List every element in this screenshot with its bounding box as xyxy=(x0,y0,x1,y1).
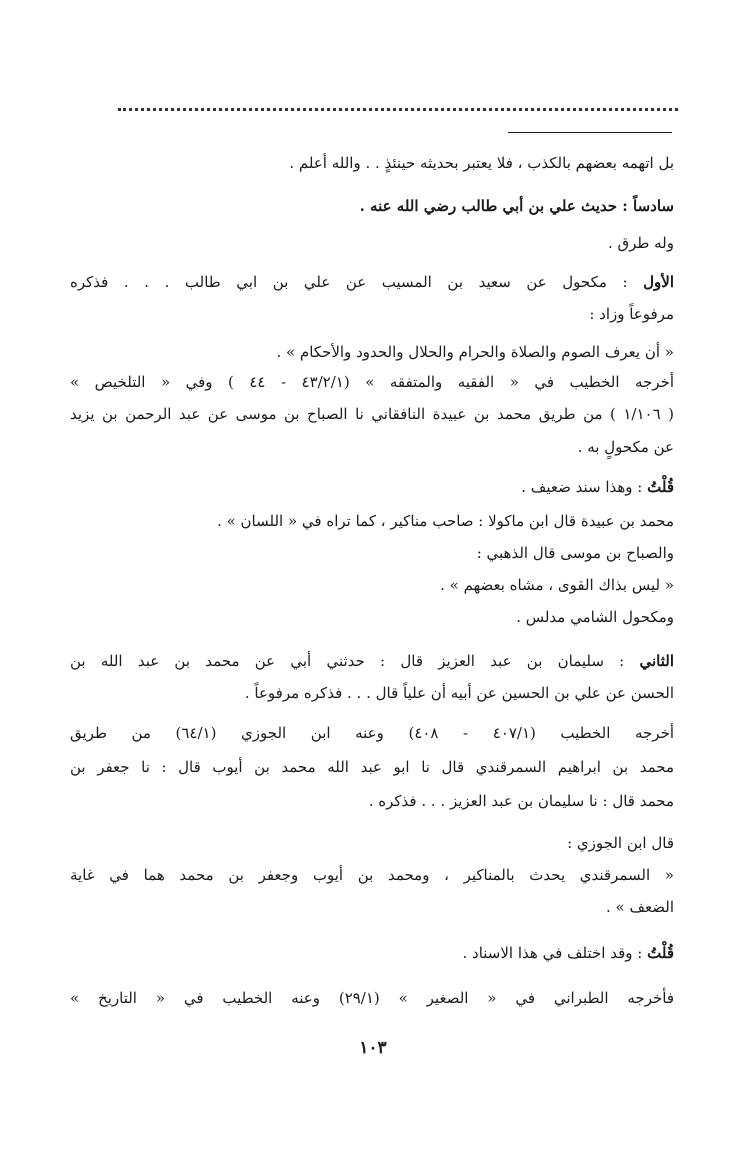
second-chain-line xyxy=(70,651,674,671)
qultu-label: قُلْتُ xyxy=(647,944,674,962)
quote-line: « ليس بذاك القوى ، مشاه بعضهم » . xyxy=(440,576,674,594)
text-line: فأخرجه الطبراني في « الصغير » (٢٩/١) وعنه الخطيب في « التاريخ » xyxy=(70,989,674,1007)
text-line: أخرجه الخطيب في « الفقيه والمتفقه » (٤٣/٢/١ - ٤٤ ) وفي « التلخيص » xyxy=(70,373,674,391)
first-chain-line xyxy=(70,272,674,292)
first-text: : مكحول عن سعيد بن المسيب عن علي بن ابي طالب . . . فذكره xyxy=(70,273,644,291)
first-label: الأول xyxy=(643,273,674,291)
text-line: محمد قال : نا سليمان بن عبد العزيز . . . فذكره . xyxy=(368,792,674,810)
text-line: الحسن عن علي بن الحسين عن أبيه أن علياً قال . . . فذكره مرفوعاً . xyxy=(244,684,674,702)
text-line: ومكحول الشامي مدلس . xyxy=(516,608,674,626)
qultu-label: قُلْتُ xyxy=(647,478,674,496)
quote-line: « أن يعرف الصوم والصلاة والحرام والحلال والحدود والأحكام » . xyxy=(276,343,674,361)
text-line: محمد بن ابراهيم السمرقندي قال نا ابو عبد الله محمد بن أيوب قال : نا جعفر بن xyxy=(70,758,674,776)
text-line: وله طرق . xyxy=(607,234,674,252)
qultu-text: : وهذا سند ضعيف . xyxy=(521,478,648,496)
text-line: بل اتهمه بعضهم بالكذب ، فلا يعتبر بحديثه حينئذٍ . . والله أعلم . xyxy=(289,154,674,172)
qultu-line xyxy=(521,477,674,497)
text-line: ( ١/١٠٦ ) من طريق محمد بن عبيدة النافقاني نا الصباح بن موسى عن عبد الرحمن بن يزيد xyxy=(70,405,674,423)
text-line: عن مكحولٍ به . xyxy=(577,438,674,456)
second-label: الثاني xyxy=(639,652,674,670)
text-line: مرفوعاً وزاد : xyxy=(589,305,674,323)
quote-line: « السمرقندي يحدث بالمناكير ، ومحمد بن أيوب وجعفر بن محمد هما في غاية xyxy=(70,866,674,884)
text-line: قال ابن الجوزي : xyxy=(567,834,674,852)
text-line: أخرجه الخطيب (٤٠٧/١ - ٤٠٨) وعنه ابن الجوزي (٦٤/١) من طريق xyxy=(70,724,675,742)
page-number: ١٠٣ xyxy=(359,1038,387,1058)
text-line: والصباح بن موسى قال الذهبي : xyxy=(476,544,674,562)
quote-line: الضعف » . xyxy=(606,898,674,916)
qultu-text: : وقد اختلف في هذا الاسناد . xyxy=(462,944,648,962)
dotted-separator xyxy=(118,108,678,111)
qultu-line xyxy=(462,943,674,963)
second-text: : سليمان بن عبد العزيز قال : حدثني أبي عن محمد بن عبد الله بن xyxy=(70,652,640,670)
text-line: محمد بن عبيدة قال ابن ماكولا : صاحب مناكير ، كما تراه في « اللسان » . xyxy=(217,512,674,530)
section-heading: سادساً : حديث علي بن أبي طالب رضي الله عنه . xyxy=(359,197,674,215)
footnote-rule xyxy=(508,132,672,133)
